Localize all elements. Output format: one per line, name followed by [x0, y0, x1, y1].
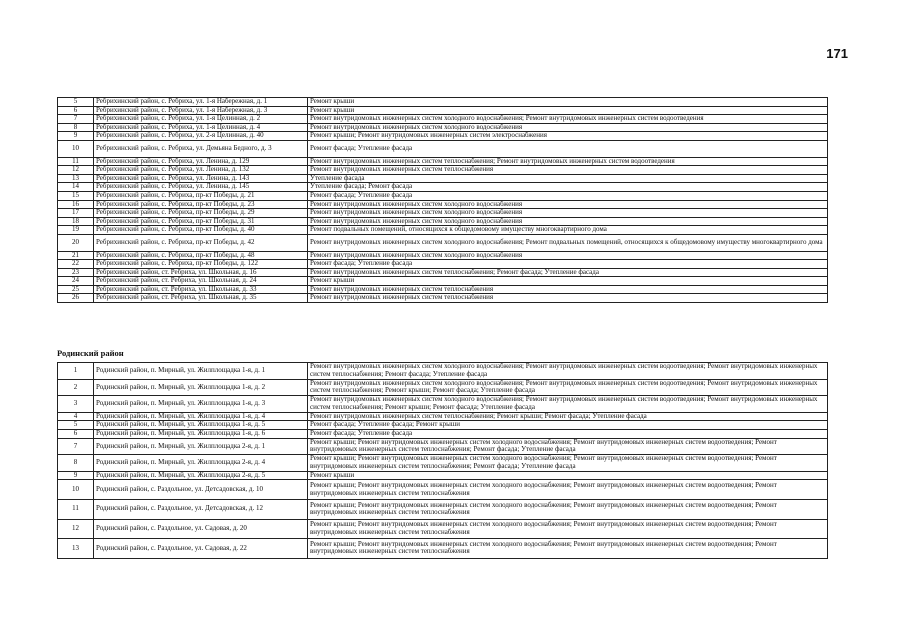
row-address: Ребрихинский район, с. Ребриха, пр-кт Победы, д. 23 [94, 200, 308, 209]
row-address: Ребрихинский район, с. Ребриха, пр-кт Победы, д. 29 [94, 209, 308, 218]
row-work-types: Ремонт крыши; Ремонт внутридомовых инженерных систем холодного водоснабжения; Ремонт внутридомовых инженерных систем водоотведения; Ремонт внутридомовых инженерных систем теплоснабжения [308, 480, 828, 500]
row-address: Родинский район, п. Мирный, ул. Жилплощадка 1-я, д. 2 [94, 379, 308, 396]
row-work-types: Ремонт фасада; Утепление фасада [308, 260, 828, 269]
row-number: 3 [58, 396, 94, 413]
row-work-types: Ремонт внутридомовых инженерных систем холодного водоснабжения; Ремонт внутридомовых инженерных систем водоотведения; Ремонт внутридомовых инженерных систем теплоснабжения; Ремонт фасада; Утепление фасада [308, 363, 828, 380]
row-work-types: Ремонт крыши; Ремонт внутридомовых инженерных систем холодного водоснабжения; Ремонт внутридомовых инженерных систем водоотведения; Ремонт внутридомовых инженерных систем теплоснабжения; Ремонт фасада; Утепление фасада [308, 438, 828, 455]
table-row [58, 98, 828, 107]
row-address: Ребрихинский район, с. Ребриха, ул. 2-я Целинная, д. 40 [94, 132, 308, 141]
row-number: 6 [58, 429, 94, 438]
row-number: 23 [58, 268, 94, 277]
table-row [58, 166, 828, 175]
table-row [58, 260, 828, 269]
row-address: Родинский район, п. Мирный, ул. Жилплощадка 1-я, д. 6 [94, 429, 308, 438]
row-work-types: Ремонт внутридомовых инженерных систем теплоснабжения; Ремонт крыши; Ремонт фасада; Утепление фасада [308, 412, 828, 421]
row-address: Родинский район, п. Мирный, ул. Жилплощадка 2-я, д. 4 [94, 455, 308, 472]
row-work-types: Ремонт крыши [308, 471, 828, 480]
page-number: 171 [826, 46, 848, 61]
row-work-types: Ремонт крыши; Ремонт внутридомовых инженерных систем холодного водоснабжения; Ремонт внутридомовых инженерных систем водоотведения; Ремонт внутридомовых инженерных систем теплоснабжения [308, 519, 828, 539]
row-address: Родинский район, п. Мирный, ул. Жилплощадка 2-я, д. 1 [94, 438, 308, 455]
row-number: 8 [58, 455, 94, 472]
row-work-types: Ремонт внутридомовых инженерных систем холодного водоснабжения; Ремонт подвальных помещений, относящихся к общедомовому имуществу многоквартирного дома [308, 234, 828, 251]
row-address: Родинский район, п. Мирный, ул. Жилплощадка 1-я, д. 1 [94, 363, 308, 380]
row-address: Ребрихинский район, с. Ребриха, ул. 1-я Набережная, д. 1 [94, 98, 308, 107]
row-number: 19 [58, 226, 94, 235]
row-work-types: Ремонт крыши [308, 98, 828, 107]
row-work-types: Ремонт внутридомовых инженерных систем теплоснабжения; Ремонт внутридомовых инженерных систем водоотведения [308, 157, 828, 166]
row-work-types: Ремонт крыши; Ремонт внутридомовых инженерных систем холодного водоснабжения; Ремонт внутридомовых инженерных систем водоотведения; Ремонт внутридомовых инженерных систем теплоснабжения [308, 539, 828, 559]
row-address: Ребрихинский район, с. Ребриха, ул. Демьяна Бедного, д. 3 [94, 140, 308, 157]
row-number: 5 [58, 98, 94, 107]
row-work-types: Утепление фасада; Ремонт фасада [308, 183, 828, 192]
table-row [58, 123, 828, 132]
row-number: 20 [58, 234, 94, 251]
table-row [58, 191, 828, 200]
row-work-types: Ремонт крыши [308, 106, 828, 115]
row-work-types: Ремонт внутридомовых инженерных систем холодного водоснабжения [308, 123, 828, 132]
row-address: Ребрихинский район, с. Ребриха, ул. 1-я Целинная, д. 2 [94, 115, 308, 124]
table-row [58, 396, 828, 413]
row-number: 10 [58, 140, 94, 157]
row-address: Ребрихинский район, с. Ребриха, пр-кт Победы, д. 21 [94, 191, 308, 200]
table-row [58, 268, 828, 277]
section-heading-rodinsky: Родинский район [57, 348, 124, 358]
row-work-types: Ремонт крыши; Ремонт внутридомовых инженерных систем электроснабжения [308, 132, 828, 141]
table-row [58, 209, 828, 218]
row-work-types: Ремонт внутридомовых инженерных систем теплоснабжения [308, 294, 828, 303]
row-work-types: Ремонт крыши; Ремонт внутридомовых инженерных систем холодного водоснабжения; Ремонт внутридомовых инженерных систем водоотведения; Ремонт внутридомовых инженерных систем теплоснабжения; Ремонт фасада; Утепление фасада [308, 455, 828, 472]
row-address: Ребрихинский район, с. Ребриха, ул. Ленина, д. 129 [94, 157, 308, 166]
row-work-types: Ремонт фасада; Утепление фасада; Ремонт крыши [308, 421, 828, 430]
table-row [58, 115, 828, 124]
table-row [58, 480, 828, 500]
row-address: Ребрихинский район, с. Ребриха, ул. Ленина, д. 132 [94, 166, 308, 175]
table-row [58, 174, 828, 183]
table-row [58, 277, 828, 286]
row-number: 13 [58, 539, 94, 559]
table-row [58, 200, 828, 209]
table-row [58, 499, 828, 519]
row-address: Родинский район, с. Раздольное, ул. Детсадовская, д. 10 [94, 480, 308, 500]
row-work-types: Ремонт внутридомовых инженерных систем холодного водоснабжения; Ремонт внутридомовых инженерных систем водоотведения; Ремонт внутридомовых инженерных систем теплоснабжения; Ремонт крыши; Ремонт фасада; Утепление фасада [308, 396, 828, 413]
row-number: 17 [58, 209, 94, 218]
row-work-types: Ремонт внутридомовых инженерных систем холодного водоснабжения; Ремонт внутридомовых инженерных систем водоотведения [308, 115, 828, 124]
row-work-types: Ремонт фасада; Утепление фасада [308, 140, 828, 157]
row-number: 4 [58, 412, 94, 421]
row-work-types: Ремонт крыши; Ремонт внутридомовых инженерных систем холодного водоснабжения; Ремонт внутридомовых инженерных систем водоотведения; Ремонт внутридомовых инженерных систем теплоснабжения [308, 499, 828, 519]
row-work-types: Ремонт внутридомовых инженерных систем холодного водоснабжения [308, 217, 828, 226]
row-number: 21 [58, 251, 94, 260]
row-work-types: Ремонт фасада; Утепление фасада [308, 429, 828, 438]
row-address: Ребрихинский район, ст. Ребриха, ул. Школьная, д. 35 [94, 294, 308, 303]
row-address: Ребрихинский район, ст. Ребриха, ул. Школьная, д. 33 [94, 285, 308, 294]
table-row [58, 226, 828, 235]
table-row [58, 294, 828, 303]
row-address: Ребрихинский район, с. Ребриха, пр-кт Победы, д. 48 [94, 251, 308, 260]
row-work-types: Ремонт внутридомовых инженерных систем холодного водоснабжения [308, 200, 828, 209]
row-address: Родинский район, п. Мирный, ул. Жилплощадка 1-я, д. 3 [94, 396, 308, 413]
row-number: 11 [58, 157, 94, 166]
table-row [58, 285, 828, 294]
repair-table-rodinsky [57, 362, 828, 559]
row-work-types: Утепление фасада [308, 174, 828, 183]
row-address: Родинский район, п. Мирный, ул. Жилплощадка 2-я, д. 5 [94, 471, 308, 480]
row-number: 22 [58, 260, 94, 269]
row-number: 10 [58, 480, 94, 500]
row-address: Родинский район, п. Мирный, ул. Жилплощадка 1-я, д. 5 [94, 421, 308, 430]
table-row [58, 455, 828, 472]
row-number: 2 [58, 379, 94, 396]
row-work-types: Ремонт фасада; Утепление фасада [308, 191, 828, 200]
row-number: 25 [58, 285, 94, 294]
row-number: 26 [58, 294, 94, 303]
row-address: Ребрихинский район, с. Ребриха, пр-кт Победы, д. 31 [94, 217, 308, 226]
row-work-types: Ремонт внутридомовых инженерных систем теплоснабжения; Ремонт фасада; Утепление фасада [308, 268, 828, 277]
table-row [58, 234, 828, 251]
row-number: 9 [58, 471, 94, 480]
row-address: Ребрихинский район, с. Ребриха, ул. Ленина, д. 145 [94, 183, 308, 192]
table-row [58, 251, 828, 260]
row-address: Родинский район, с. Раздольное, ул. Садовая, д. 20 [94, 519, 308, 539]
row-address: Ребрихинский район, с. Ребриха, пр-кт Победы, д. 40 [94, 226, 308, 235]
table-row [58, 471, 828, 480]
table-row [58, 132, 828, 141]
row-number: 14 [58, 183, 94, 192]
row-address: Родинский район, с. Раздольное, ул. Детсадовская, д. 12 [94, 499, 308, 519]
table-row [58, 429, 828, 438]
table-row [58, 539, 828, 559]
row-work-types: Ремонт внутридомовых инженерных систем теплоснабжения [308, 285, 828, 294]
row-address: Ребрихинский район, с. Ребриха, ул. 1-я Целинная, д. 4 [94, 123, 308, 132]
table-row [58, 140, 828, 157]
table-row [58, 438, 828, 455]
table-row [58, 106, 828, 115]
row-work-types: Ремонт внутридомовых инженерных систем теплоснабжения [308, 166, 828, 175]
table-row [58, 379, 828, 396]
row-work-types: Ремонт внутридомовых инженерных систем холодного водоснабжения [308, 209, 828, 218]
row-number: 12 [58, 166, 94, 175]
row-address: Ребрихинский район, с. Ребриха, ул. 1-я Набережная, д. 3 [94, 106, 308, 115]
row-number: 15 [58, 191, 94, 200]
row-number: 6 [58, 106, 94, 115]
table-row [58, 183, 828, 192]
row-number: 7 [58, 438, 94, 455]
row-number: 11 [58, 499, 94, 519]
table-body-top [58, 98, 828, 303]
table-row [58, 217, 828, 226]
row-address: Ребрихинский район, ст. Ребриха, ул. Школьная, д. 16 [94, 268, 308, 277]
table-body-bottom [58, 363, 828, 559]
row-number: 7 [58, 115, 94, 124]
row-number: 1 [58, 363, 94, 380]
table-row [58, 363, 828, 380]
row-number: 13 [58, 174, 94, 183]
row-number: 12 [58, 519, 94, 539]
row-address: Родинский район, п. Мирный, ул. Жилплощадка 1-я, д. 4 [94, 412, 308, 421]
row-work-types: Ремонт внутридомовых инженерных систем холодного водоснабжения; Ремонт внутридомовых инженерных систем водоотведения; Ремонт внутридомовых инженерных систем теплоснабжения; Ремонт крыши; Ремонт фасада; Утепление фасада [308, 379, 828, 396]
table-row [58, 421, 828, 430]
row-number: 5 [58, 421, 94, 430]
row-number: 9 [58, 132, 94, 141]
row-number: 24 [58, 277, 94, 286]
table-row [58, 519, 828, 539]
table-row [58, 412, 828, 421]
row-address: Ребрихинский район, с. Ребриха, пр-кт Победы, д. 122 [94, 260, 308, 269]
row-address: Родинский район, с. Раздольное, ул. Садовая, д. 22 [94, 539, 308, 559]
row-number: 8 [58, 123, 94, 132]
row-work-types: Ремонт внутридомовых инженерных систем холодного водоснабжения [308, 251, 828, 260]
row-address: Ребрихинский район, с. Ребриха, пр-кт Победы, д. 42 [94, 234, 308, 251]
row-work-types: Ремонт крыши [308, 277, 828, 286]
row-address: Ребрихинский район, с. Ребриха, ул. Ленина, д. 143 [94, 174, 308, 183]
repair-table-rebrikha [57, 97, 828, 303]
table-row [58, 157, 828, 166]
row-number: 18 [58, 217, 94, 226]
row-number: 16 [58, 200, 94, 209]
row-work-types: Ремонт подвальных помещений, относящихся к общедомовому имуществу многоквартирного дома [308, 226, 828, 235]
row-address: Ребрихинский район, ст. Ребриха, ул. Школьная, д. 24 [94, 277, 308, 286]
